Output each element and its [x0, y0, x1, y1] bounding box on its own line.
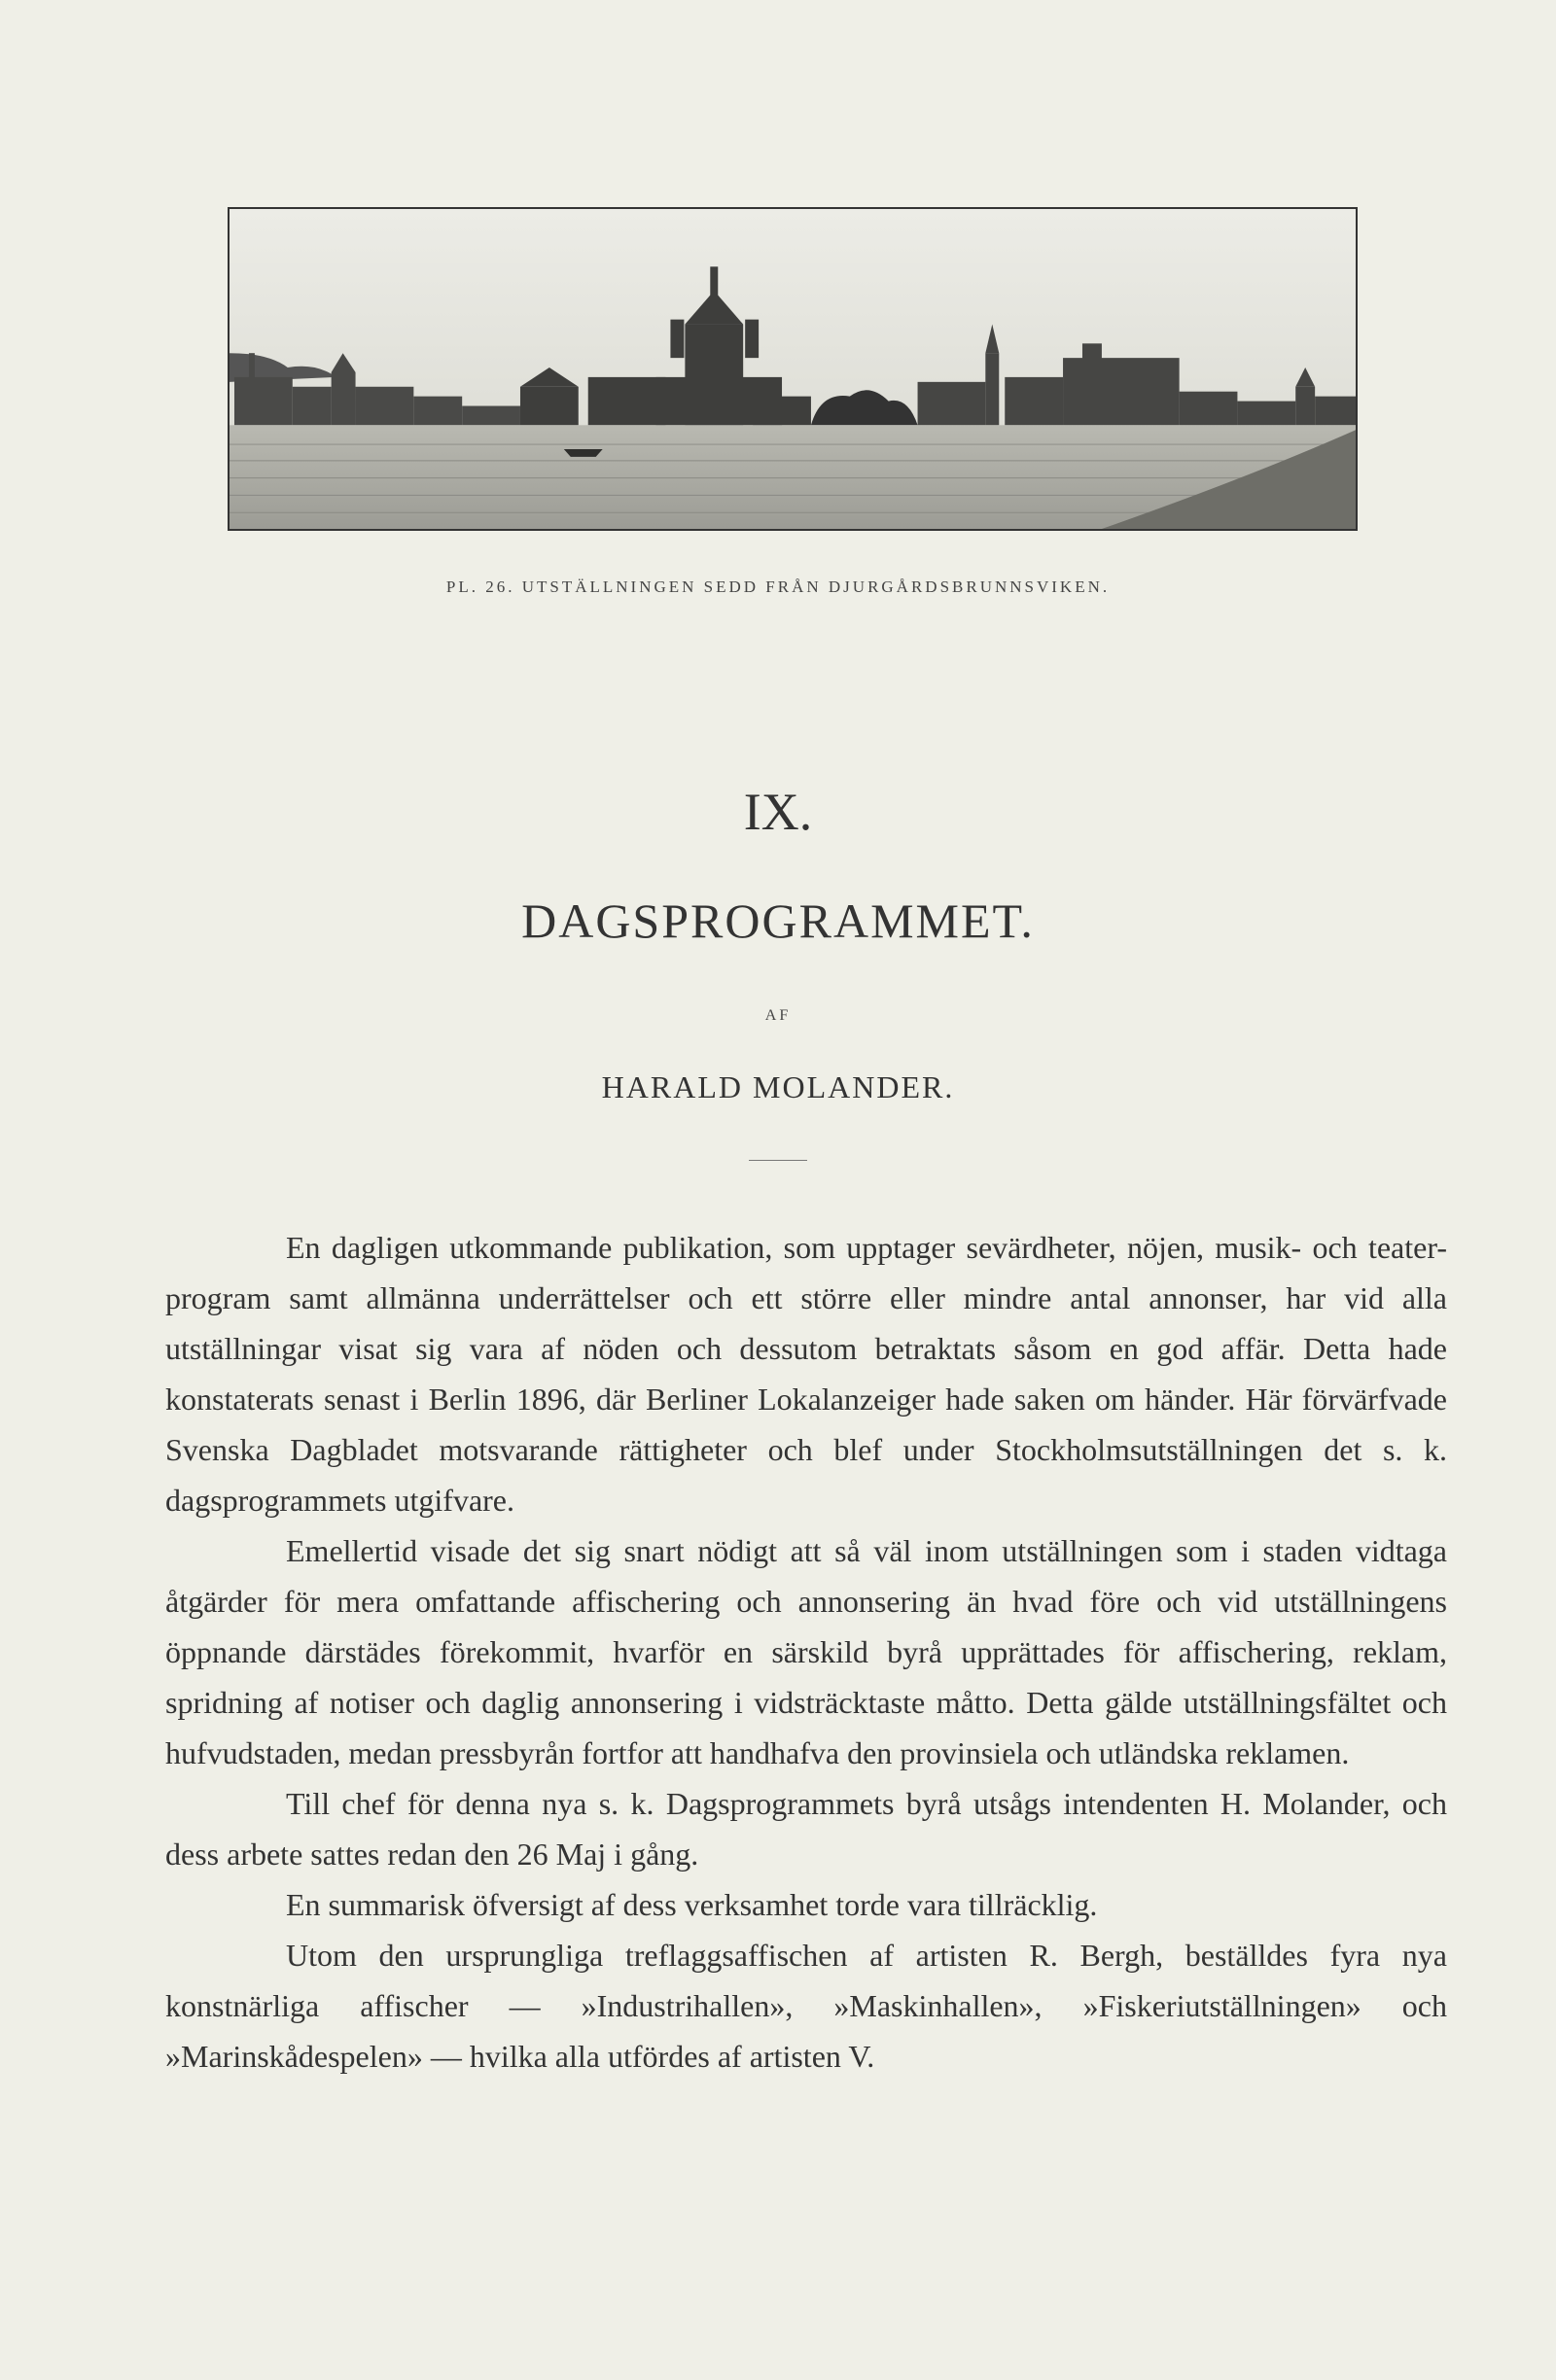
paragraph: Till chef för denna nya s. k. Dagsprogrammets byrå utsågs intendenten H. Molander, och dess arbete sattes redan den 26 Maj i gång. [165, 1786, 1447, 1872]
paragraph: Emellertid visade det sig snart nödigt att så väl inom utställningen som i staden vidtaga åtgärder för mera omfattande affischering och annonsering än hvad före och vid utställningens öppnande därstädes förekommit, hvarför en särskild byrå upprättades för affischering, reklam, spridning af notiser och daglig annonsering i vidsträcktaste måtto. Detta gälde utställningsfältet och hufvudstaden, medan pressbyrån fortfor att handhafva den provinsiela och utländska reklamen. [165, 1533, 1447, 1770]
paragraph: Utom den ursprungliga treflaggsaffischen af artisten R. Bergh, beställdes fyra nya konstnärliga affischer — »Industrihallen», »Maskinhallen», »Fiskeriutställningen» och »Marinskådespelen» — hvilka alla utfördes af artisten V. [165, 1938, 1447, 2074]
plate-caption: PL. 26. UTSTÄLLNINGEN SEDD FRÅN DJURGÅRDSBRUNNSVIKEN. [445, 578, 1111, 596]
plate-illustration [228, 207, 1358, 531]
paragraph: En dagligen utkommande publikation, som upptager sevärdheter, nöjen, musik- och teater-program samt allmänna underrättelser och ett större eller mindre antal annonser, har vid alla utställningar visat sig vara af nöden och dessutom betraktats såsom en god affär. Detta hade konstaterats senast i Berlin 1896, där Berliner Lokalanzeiger hade saken om händer. Här förvärfvade Svenska Dagbladet motsvarande rättigheter och blef under Stockholmsutställningen det s. k. dagsprogrammets utgifvare. [165, 1230, 1447, 1518]
author-name: HARALD MOLANDER. [601, 1069, 955, 1104]
exhibition-panorama [230, 209, 1356, 529]
section-divider [749, 1160, 807, 1161]
chapter-number: IX. [743, 783, 813, 841]
body-text [165, 1222, 1447, 2082]
byline-prefix: AF [764, 1007, 792, 1024]
paragraph: En summarisk öfversigt af dess verksamhet torde vara tillräcklig. [286, 1887, 1098, 1922]
chapter-title: DAGSPROGRAMMET. [521, 893, 1035, 948]
